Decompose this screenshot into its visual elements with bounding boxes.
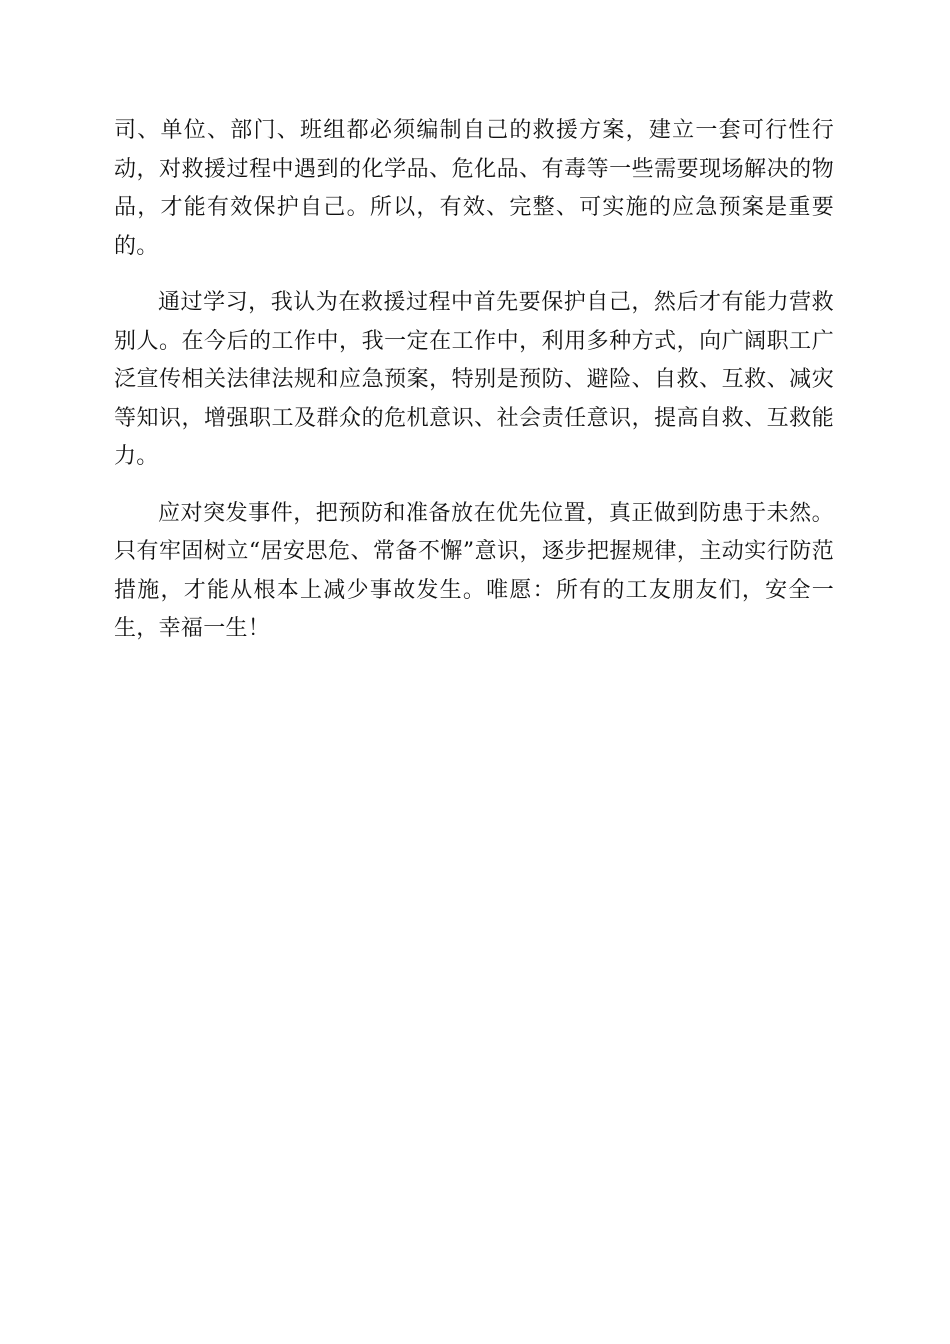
document-body	[114, 112, 834, 667]
paragraph-continuation: 司、单位、部门、班组都必须编制自己的救援方案，建立一套可行性行动，对救援过程中遇到的化学品、危化品、有毒等一些需要现场解决的物品，才能有效保护自己。所以，有效、完整、可实施的应急预案是重要的。	[114, 118, 834, 259]
paragraph-conclusion: 应对突发事件，把预防和准备放在优先位置，真正做到防患于未然。只有牢固树立“居安思危、常备不懈”意识，逐步把握规律，主动实行防范措施，才能从根本上减少事故发生。唯愿：所有的工友朋友们，安全一生，幸福一生！	[114, 500, 834, 641]
paragraph-learning: 通过学习，我认为在救援过程中首先要保护自己，然后才有能力营救别人。在今后的工作中，我一定在工作中，利用多种方式，向广阔职工广泛宣传相关法律法规和应急预案，特别是预防、避险、自救、互救、减灾等知识，增强职工及群众的危机意识、社会责任意识，提高自救、互救能力。	[114, 290, 834, 469]
